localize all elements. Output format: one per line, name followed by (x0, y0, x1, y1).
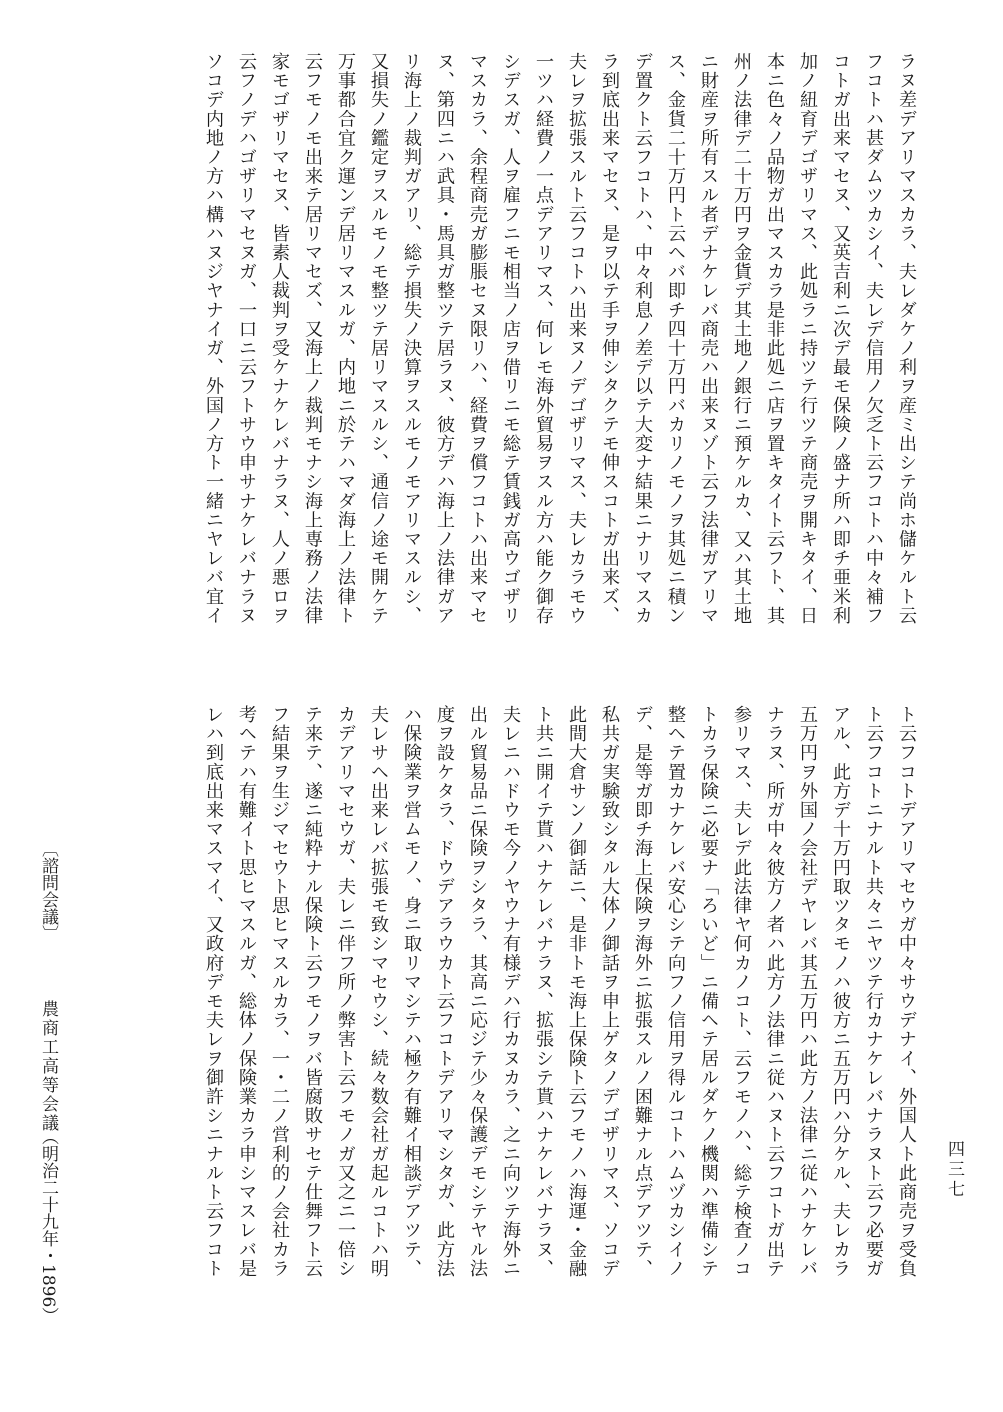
text-column: 云フノデハゴザリマセヌガ、一口ニ云フトサウ申サナケレバナラヌ (236, 52, 257, 625)
text-column: ト云フコトニナルト共々ニヤツテ行カナケレバナラヌト云フ必要ガ (863, 705, 884, 1278)
text-column: テ来テ、遂ニ純粋ナル保険ト云フモノヲバ皆腐敗サセテ仕舞フト云 (302, 705, 323, 1278)
text-column: 整ヘテ置カナケレバ安心シテ向フノ信用ヲ得ルコトハムヅカシイノ (665, 705, 686, 1278)
text-column: ラ到底出来マセヌ、是ヲ以テ手ヲ伸シタクテモ伸スコトガ出来ズ、 (599, 52, 620, 625)
text-column: シデスガ、人ヲ雇フニモ相当ノ店ヲ借リニモ総テ賃銭ガ高ウゴザリ (500, 52, 521, 625)
text-column: 夫レヲ拡張スルト云フコトハ出来ヌノデゴザリマス、夫レカラモウ (566, 52, 587, 625)
text-column: 本ニ色々ノ品物ガ出マスカラ是非此処ニ店ヲ置キタイト云フト、其 (764, 52, 785, 625)
text-column: マスカラ、余程商売ガ膨脹セヌ限リハ、経費ヲ償フコトハ出来マセ (467, 52, 488, 625)
text-column: レハ到底出来マスマイ、又政府デモ夫レヲ御許シニナルト云フコト (203, 705, 224, 1278)
header-title: 農商工高等会議 (38, 1000, 58, 1133)
text-column: コトガ出来マセヌ、又英吉利ニ次デ最モ保険ノ盛ナ所ハ即チ亜米利 (830, 52, 851, 625)
text-column: フ結果ヲ生ジマセウト思ヒマスルカラ、一・二ノ営利的ノ会社カラ (269, 705, 290, 1278)
text-column: 参リマス、夫レデ此法律ヤ何カノコト、云フモノハ、総テ検査ノコ (731, 705, 752, 1278)
text-column: カデアリマセウガ、夫レニ伴フ所ノ弊害ト云フモノガ又之ニ一倍シ (335, 705, 356, 1278)
text-column: 云フモノモ出来テ居リマセズ、又海上ノ裁判モナシ海上専務ノ法律 (302, 52, 323, 625)
text-column: フコトハ甚ダムツカシイ、夫レデ信用ノ欠乏ト云フコトハ中々補フ (863, 52, 884, 625)
text-column: リ海上ノ裁判ガアリ、総テ損失ノ決算ヲスルモノモアリマスルシ、 (401, 52, 422, 625)
text-column: アル、此方デ十万円取ツタモノハ彼方ニ五万円ハ分ケル、夫レカラ (830, 705, 851, 1278)
text-column: 夫レニハドウモ今ノヤウナ有様デハ行カヌカラ、之ニ向ツテ海外ニ (500, 705, 521, 1278)
text-column: ラヌ差デアリマスカラ、夫レダケノ利ヲ産ミ出シテ尚ホ儲ケルト云 (896, 52, 917, 625)
text-column: デ、是等ガ即チ海上保険ヲ海外ニ拡張スルノ困難ナル点デアツテ、 (632, 705, 653, 1278)
text-column: 万事都合宜ク運ンデ居リマスルガ、内地ニ於テハマダ海上ノ法律ト (335, 52, 356, 625)
text-column: 又損失ノ鑑定ヲスルモノモ整ツテ居リマスルシ、通信ノ途モ開ケテ (368, 52, 389, 625)
text-column: ヌ、第四ニハ武具・馬具ガ整ツテ居ラヌ、彼方デハ海上ノ法律ガア (434, 52, 455, 625)
header-section: 〔諮問会議〕 (38, 840, 58, 942)
text-column: 度ヲ設ケタラ、ドウデアラウカト云フコトデアリマシタガ、此方法 (434, 705, 455, 1278)
text-column: 私共ガ実験致シタル大体ノ御話ヲ申上ゲタノデゴザリマス、ソコデ (599, 705, 620, 1278)
text-column: 出ル貿易品ニ保険ヲシタラ、其高ニ応ジテ少々保護デモシテヤル法 (467, 705, 488, 1278)
text-column: 此間大倉サンノ御話ニ、是非トモ海上保険ト云フモノハ海運・金融 (566, 705, 587, 1278)
text-column: トカラ保険ニ必要ナ「ろいど」ニ備ヘテ居ルダケノ機関ハ準備シテ (698, 705, 719, 1278)
text-column: 考ヘテハ有難イト思ヒマスルガ、総体ノ保険業カラ申シマスレバ是 (236, 705, 257, 1278)
text-column: 加ノ紐育デゴザリマス、此処ラニ持ツテ行ツテ商売ヲ開キタイ、日 (797, 52, 818, 625)
text-column: ト云フコトデアリマセウガ中々サウデナイ、外国人ト此商売ヲ受負 (896, 705, 917, 1278)
text-column: ト共ニ開イテ貰ハナケレバナラヌ、拡張シテ貰ハナケレバナラヌ、 (533, 705, 554, 1278)
text-column: ソコデ内地ノ方ハ構ハヌジヤナイガ、外国ノ方ト一緒ニヤレバ宜イ (203, 52, 224, 625)
top-text-block (197, 52, 923, 664)
text-column: ハ保険業ヲ営ムモノ、身ニ取リマシテハ極ク有難イ相談デアツテ、 (401, 705, 422, 1278)
text-column: ニ財産ヲ所有スル者デナケレバ商売ハ出来ヌゾト云フ法律ガアリマ (698, 52, 719, 625)
text-column: ス、金貨二十万円ト云ヘバ即チ四十万円バカリノモノヲ其処ニ積ン (665, 52, 686, 625)
page-number: 四三七 (944, 1140, 964, 1200)
text-column: 夫レサヘ出来レバ拡張モ致シマセウシ、続々数会社ガ起ルコトハ明 (368, 705, 389, 1278)
header-year: （明治二十九年・1896） (38, 1128, 58, 1325)
text-column: 州ノ法律デ二十万円ヲ金貨デ其土地ノ銀行ニ預ケルカ、又ハ其土地 (731, 52, 752, 625)
text-column: 家モゴザリマセヌ、皆素人裁判ヲ受ケナケレバナラヌ、人ノ悪ロヲ (269, 52, 290, 625)
text-column: デ置クト云フコトハ、中々利息ノ差デ以テ大変ナ結果ニナリマスカ (632, 52, 653, 625)
text-column: 五万円ヲ外国ノ会社デヤレバ其五万円ハ此方ノ法律ニ従ハナケレバ (797, 705, 818, 1278)
bottom-text-block (197, 705, 923, 1317)
text-column: 一ツハ経費ノ一点デアリマス、何レモ海外貿易ヲスル方ハ能ク御存 (533, 52, 554, 625)
text-column: ナラヌ、所ガ中々彼方ノ者ハ此方ノ法律ニ従ハヌト云フコトガ出テ (764, 705, 785, 1278)
